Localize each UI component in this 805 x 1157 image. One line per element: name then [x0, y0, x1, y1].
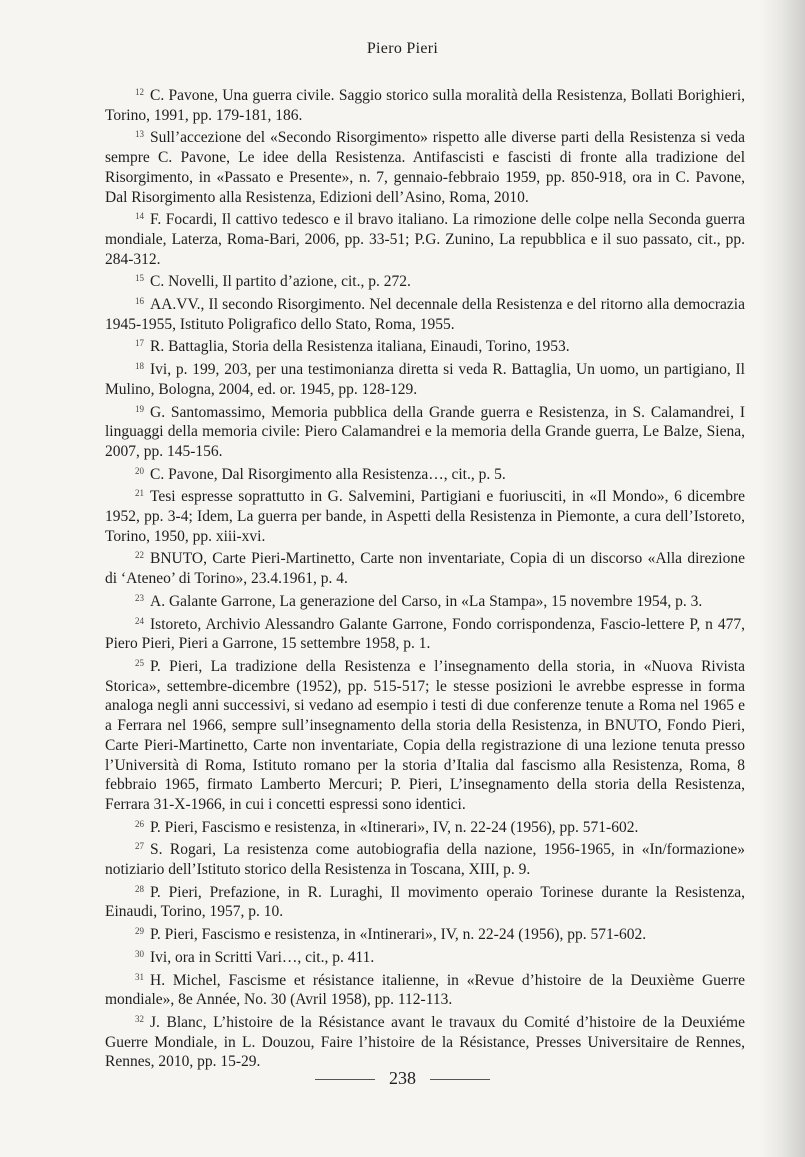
folio-rule-right: [430, 1079, 490, 1080]
footnote-number: 17: [135, 338, 144, 349]
footnote-text: Sull’accezione del «Secondo Risorgimento» rispetto alle diverse parti della Resistenza si veda sempre C. Pavone, Le idee della Resistenza. Antifascisti e fascisti di fronte alla tradizione del Risorgimento, in «Passato e Presente», n. 7, gennaio-febbraio 1959, pp. 850-918, ora in C. Pavone, Dal Risorgimento alla Resistenza, Edizioni dell’Asino, Roma, 2010.: [105, 129, 745, 206]
footnote-text: H. Michel, Fascisme et résistance italienne, in «Revue d’histoire de la Deuxième Guerre mondiale», 8e Année, No. 30 (Avril 1958), pp. 112-113.: [105, 971, 745, 1009]
footnote-text: P. Pieri, Prefazione, in R. Luraghi, Il movimento operaio Torinese durante la Resistenza, Einaudi, Torino, 1957, p. 10.: [105, 883, 745, 921]
footnotes: [105, 83, 745, 1072]
footnote-number: 20: [135, 465, 144, 476]
footnote: [105, 589, 745, 612]
footnote-text: P. Pieri, La tradizione della Resistenza e l’insegnamento della storia, in «Nuova Rivista Storica», settembre-dicembre (1952), pp. 515-517; le stesse posizioni le avrebbe espresse in forma analoga negli anni successivi, si vedano ad esempio i testi di due conferenze tenute a Roma nel 1965 e a Ferrara nel 1966, sempre sull’insegnamento della storia della Resistenza, in BNUTO, Fondo Pieri, Carte Pieri-Martinetto, Carte non inventariate, Copia della registrazione di una lezione tenuta presso l’Università di Roma, Istituto romano per la storia d’Italia dal fascismo alla Resistenza, Roma, 8 febbraio 1965, firmato Lamberto Mercuri; P. Pieri, L’insegnamento della storia della Resistenza, Ferrara 31-X-1966, in cui i concetti espressi sono identici.: [105, 657, 745, 813]
footnote-number: 30: [135, 948, 144, 959]
footnote-number: 26: [135, 818, 144, 829]
footnote-text: G. Santomassimo, Memoria pubblica della Grande guerra e Resistenza, in S. Calamandrei, I linguaggi della memoria civile: Piero Calamandrei e la memoria della Grande guerra, Le Balze, Siena, 2007, pp. 145-156.: [105, 403, 745, 460]
footnote: [105, 968, 745, 1010]
footnote-text: AA.VV., Il secondo Risorgimento. Nel decennale della Resistenza e del ritorno alla democrazia 1945-1955, Istituto Poligrafico dello Stato, Roma, 1955.: [105, 296, 745, 333]
footnote-text: R. Battaglia, Storia della Resistenza italiana, Einaudi, Torino, 1953.: [150, 338, 570, 356]
footnote-number: 28: [135, 883, 144, 894]
footnote-number: 13: [135, 129, 144, 140]
footnote-number: 31: [135, 971, 144, 982]
footnote-number: 27: [135, 841, 144, 852]
footnote: [105, 484, 745, 546]
footnote: [105, 207, 745, 269]
footnote: [105, 357, 745, 399]
footnote-number: 23: [135, 592, 144, 603]
footnote-text: C. Novelli, Il partito d’azione, cit., p. 272.: [150, 273, 411, 291]
footnote-text: Istoreto, Archivio Alessandro Galante Garrone, Fondo corrispondenza, Fascio-lettere P, n 477, Piero Pieri, Pieri a Garrone, 15 settembre 1958, p. 1.: [105, 615, 745, 653]
footnote-text: J. Blanc, L’histoire de la Résistance avant le travaux du Comité d’histoire de la Deuxiéme Guerre Mondiale, in L. Douzou, Faire l’histoire de la Résistance, Presses Universitaire de Rennes, Rennes, 2010, pp. 15-29.: [105, 1013, 745, 1071]
footnote-number: 25: [135, 657, 144, 668]
footnote-text: C. Pavone, Una guerra civile. Saggio storico sulla moralità della Resistenza, Bollati Borighieri, Torino, 1991, pp. 179-181, 186.: [105, 87, 745, 124]
footnote-number: 14: [135, 211, 144, 222]
footnote: [105, 1010, 745, 1072]
footnote-text: Ivi, p. 199, 203, per una testimonianza diretta si veda R. Battaglia, Un uomo, un partigiano, Il Mulino, Bologna, 2004, ed. or. 1945, pp. 128-129.: [105, 361, 745, 398]
footnote-text: P. Pieri, Fascismo e resistenza, in «Intinerari», IV, n. 22-24 (1956), pp. 571-602.: [150, 926, 647, 944]
footnote: [105, 654, 745, 815]
footnote-number: 21: [135, 488, 144, 499]
footnote-number: 15: [135, 273, 144, 284]
folio-rule-left: [315, 1079, 375, 1080]
footnote: [105, 83, 745, 125]
footnote-number: 32: [135, 1013, 144, 1024]
footnote-number: 22: [135, 550, 144, 561]
footnote: [105, 462, 745, 485]
footnote: [105, 922, 745, 945]
running-head: Piero Pieri: [366, 40, 439, 57]
footnote-number: 19: [135, 403, 144, 414]
footnote: [105, 945, 745, 968]
footnote: [105, 334, 745, 357]
footnote-number: 29: [135, 926, 144, 937]
footnote: [105, 815, 745, 838]
footnote-text: A. Galante Garrone, La generazione del Carso, in «La Stampa», 15 novembre 1954, p. 3.: [150, 592, 703, 610]
footnote: [105, 546, 745, 588]
footnote-text: F. Focardi, Il cattivo tedesco e il bravo italiano. La rimozione delle colpe nella Seconda guerra mondiale, Laterza, Roma-Bari, 2006, pp. 33-51; P.G. Zunino, La repubblica e il suo passato, cit., pp. 284-312.: [105, 211, 745, 268]
footnote-number: 18: [135, 361, 144, 372]
binding-shadow: [759, 0, 805, 1157]
footnote: [105, 880, 745, 922]
footnote-text: Ivi, ora in Scritti Vari…, cit., p. 411.: [150, 948, 375, 966]
page-number: 238: [389, 1068, 416, 1088]
page-footer: [0, 1068, 805, 1089]
footnote: [105, 269, 745, 292]
footnote-text: BNUTO, Carte Pieri-Martinetto, Carte non inventariate, Copia di un discorso «Alla direzione di ‘Ateneo’ di Torino», 23.4.1961, p. 4.: [105, 550, 745, 588]
footnote-text: S. Rogari, La resistenza come autobiografia della nazione, 1956-1965, in «In/formazione» notiziario dell’Istituto storico della Resistenza in Toscana, XIII, p. 9.: [105, 841, 745, 879]
footnote-number: 16: [135, 296, 144, 307]
footnote-text: Tesi espresse soprattutto in G. Salvemini, Partigiani e fuoriusciti, in «Il Mondo», 6 dicembre 1952, pp. 3-4; Idem, La guerra per bande, in Aspetti della Resistenza in Piemonte, a cura dell’Istoreto, Torino, 1950, pp. xiii-xvi.: [105, 488, 745, 545]
footnote-number: 24: [135, 615, 144, 626]
footnote: [105, 837, 745, 879]
footnote: [105, 292, 745, 334]
footnote-text: P. Pieri, Fascismo e resistenza, in «Itinerari», IV, n. 22-24 (1956), pp. 571-602.: [150, 818, 639, 836]
footnote-text: C. Pavone, Dal Risorgimento alla Resistenza…, cit., p. 5.: [150, 465, 506, 483]
footnote: [105, 612, 745, 654]
footnote-number: 12: [135, 87, 144, 97]
footnote: [105, 125, 745, 207]
footnote: [105, 400, 745, 462]
